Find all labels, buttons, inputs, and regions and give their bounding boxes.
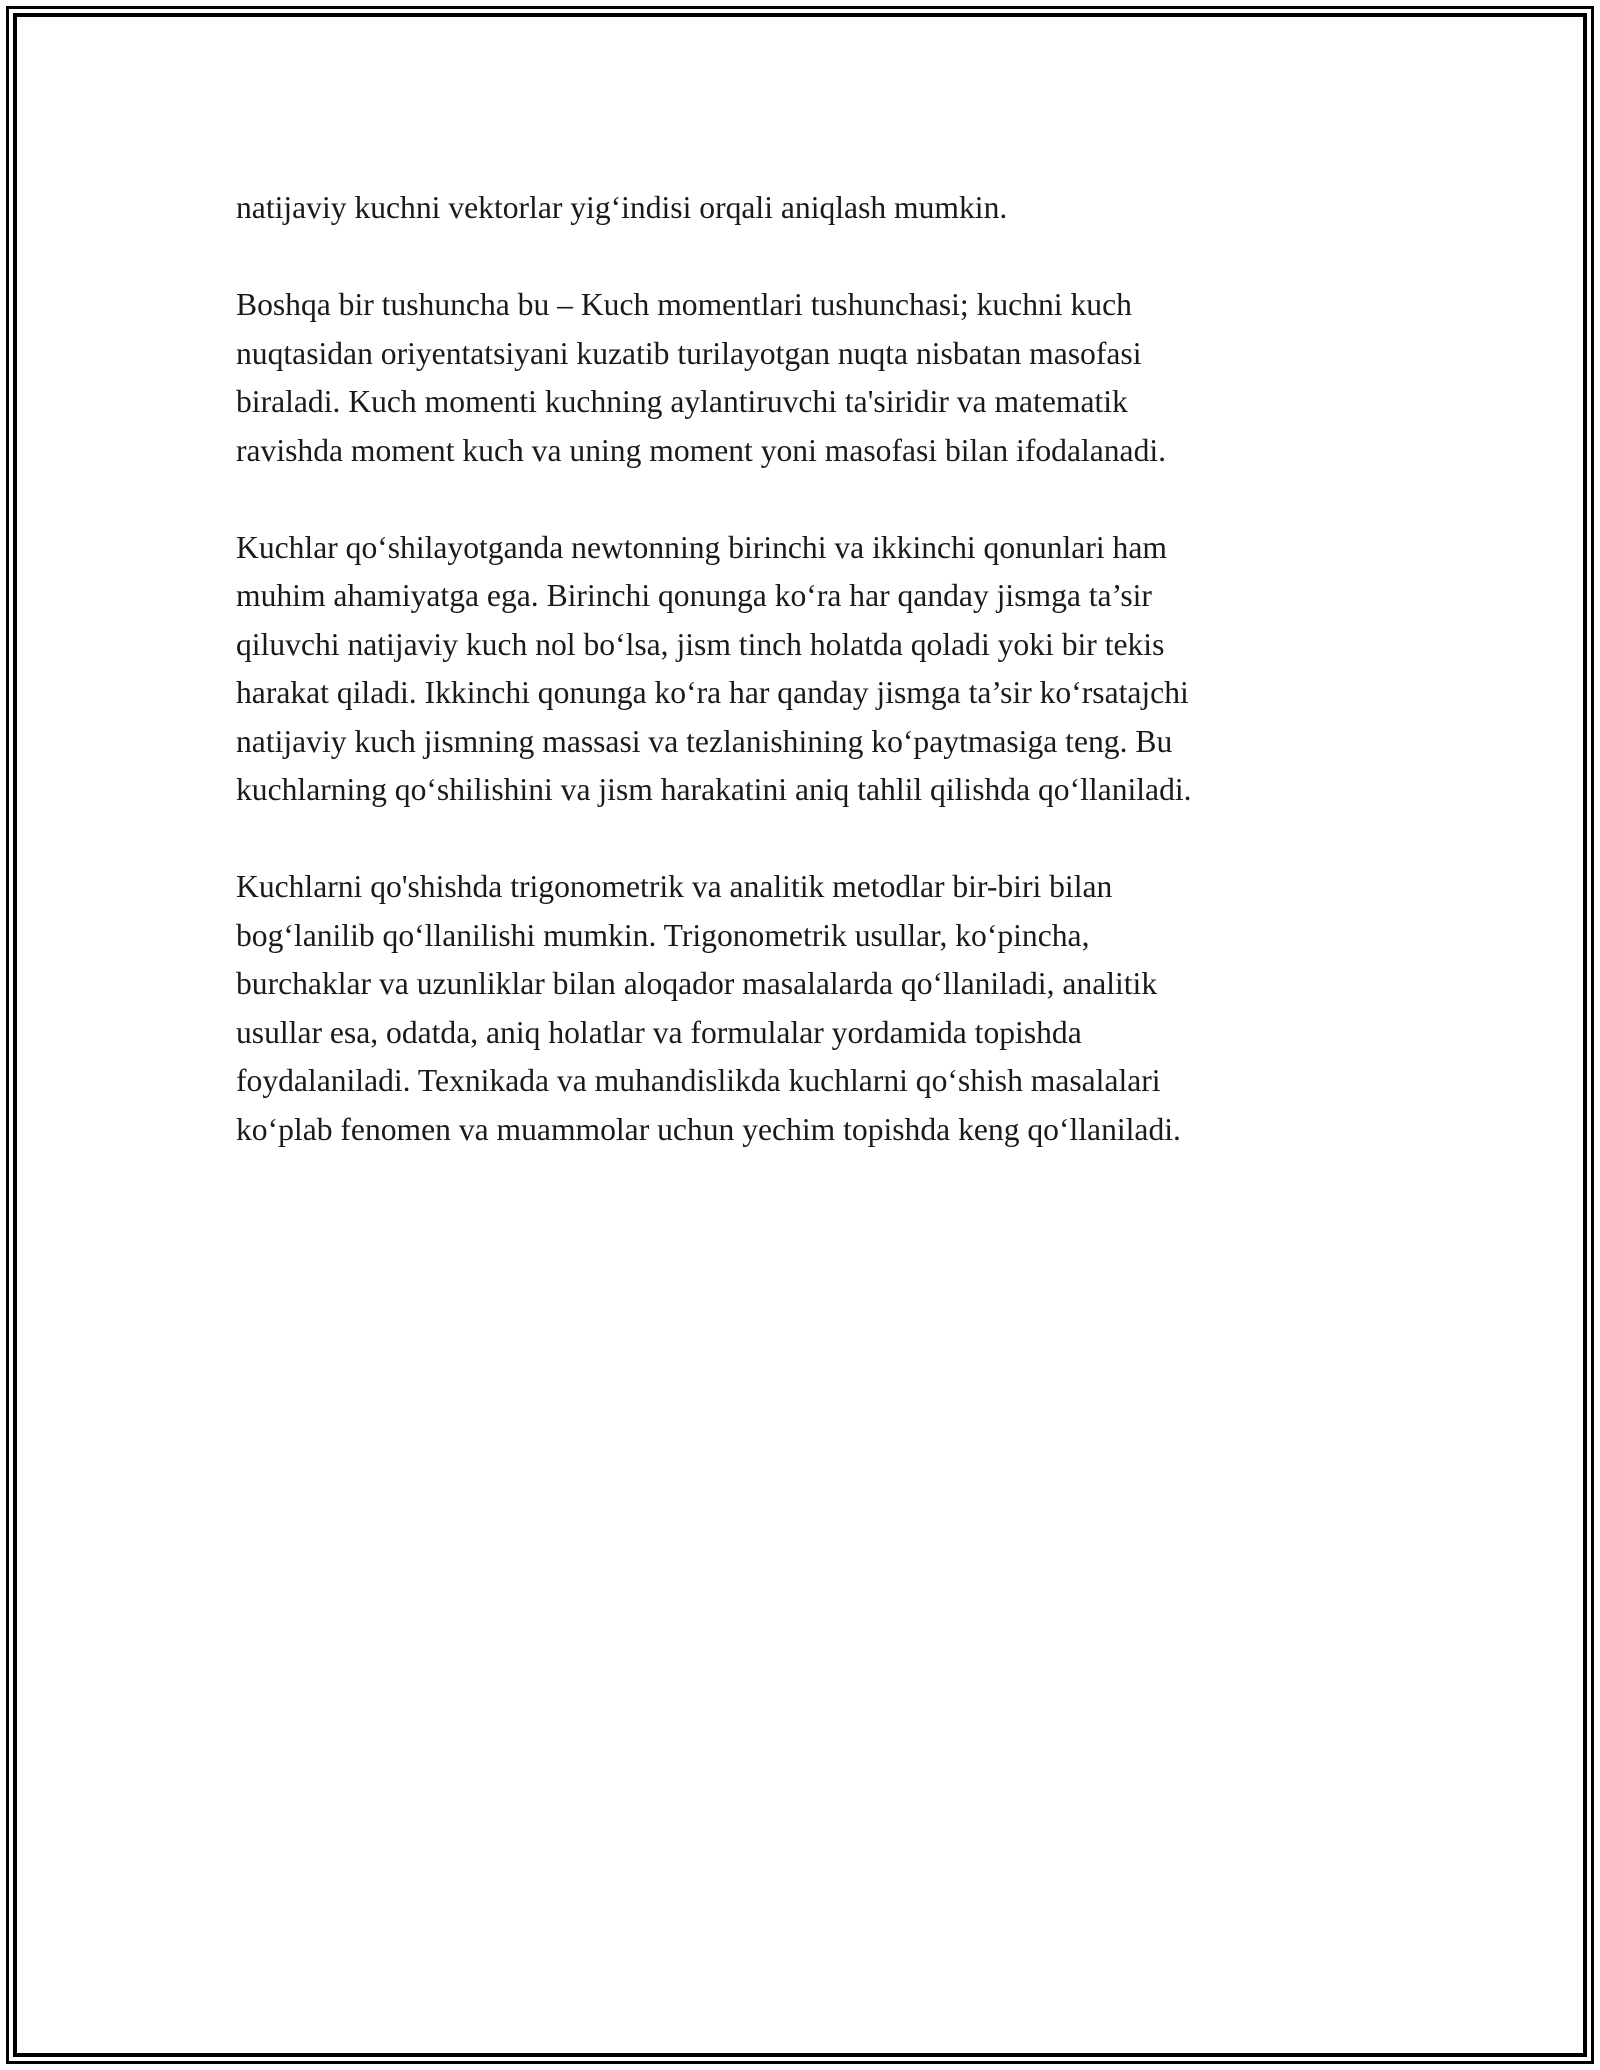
text-line: natijaviy kuch jismning massasi va tezlanishining ko‘paytmasiga teng. Bu: [236, 723, 1173, 759]
text-line: Boshqa bir tushuncha bu – Kuch momentlari tushunchasi; kuchni kuch: [236, 287, 1132, 322]
text-line: Kuchlarni qo'shishda trigonometrik va analitik metodlar bir-biri bilan: [236, 869, 1113, 904]
paragraph-3: [236, 524, 1366, 815]
paragraph-4: [236, 863, 1366, 1154]
text-line: qiluvchi natijaviy kuch nol bo‘lsa, jism tinch holatda qoladi yoki bir tekis: [236, 626, 1165, 662]
text-line: harakat qiladi. Ikkinchi qonunga ko‘ra har qanday jismga ta’sir ko‘rsatajchi: [236, 675, 1189, 710]
text-line: biraladi. Kuch momenti kuchning aylantiruvchi ta'siridir va matematik: [236, 384, 1128, 419]
text-line: ko‘plab fenomen va muammolar uchun yechim topishda keng qo‘llaniladi.: [236, 1111, 1181, 1147]
text-line: usullar esa, odatda, aniq holatlar va formulalar yordamida topishda: [236, 1014, 1082, 1050]
paragraph-1: [236, 184, 1366, 233]
text-line: muhim ahamiyatga ega. Birinchi qonunga ko‘ra har qanday jismga ta’sir: [236, 578, 1152, 613]
text-line: bog‘lanilib qo‘llanilishi mumkin. Trigonometrik usullar, ko‘pincha,: [236, 917, 1090, 953]
text-line: ravishda moment kuch va uning moment yoni masofasi bilan ifodalanadi.: [236, 432, 1167, 468]
document-body: [236, 184, 1366, 1203]
text-line: kuchlarning qo‘shilishini va jism harakatini aniq tahlil qilishda qo‘llaniladi.: [236, 772, 1192, 807]
text-line: natijaviy kuchni vektorlar yig‘indisi orqali aniqlash mumkin.: [236, 190, 1008, 225]
text-line: foydalaniladi. Texnikada va muhandislikda kuchlarni qo‘shish masalalari: [236, 1063, 1161, 1098]
text-line: burchaklar va uzunliklar bilan aloqador masalalarda qo‘llaniladi, analitik: [236, 966, 1158, 1001]
text-line: nuqtasidan oriyentatsiyani kuzatib turilayotgan nuqta nisbatan masofasi: [236, 335, 1142, 371]
text-line: Kuchlar qo‘shilayotganda newtonning birinchi va ikkinchi qonunlari ham: [236, 529, 1167, 565]
paragraph-2: [236, 281, 1366, 475]
